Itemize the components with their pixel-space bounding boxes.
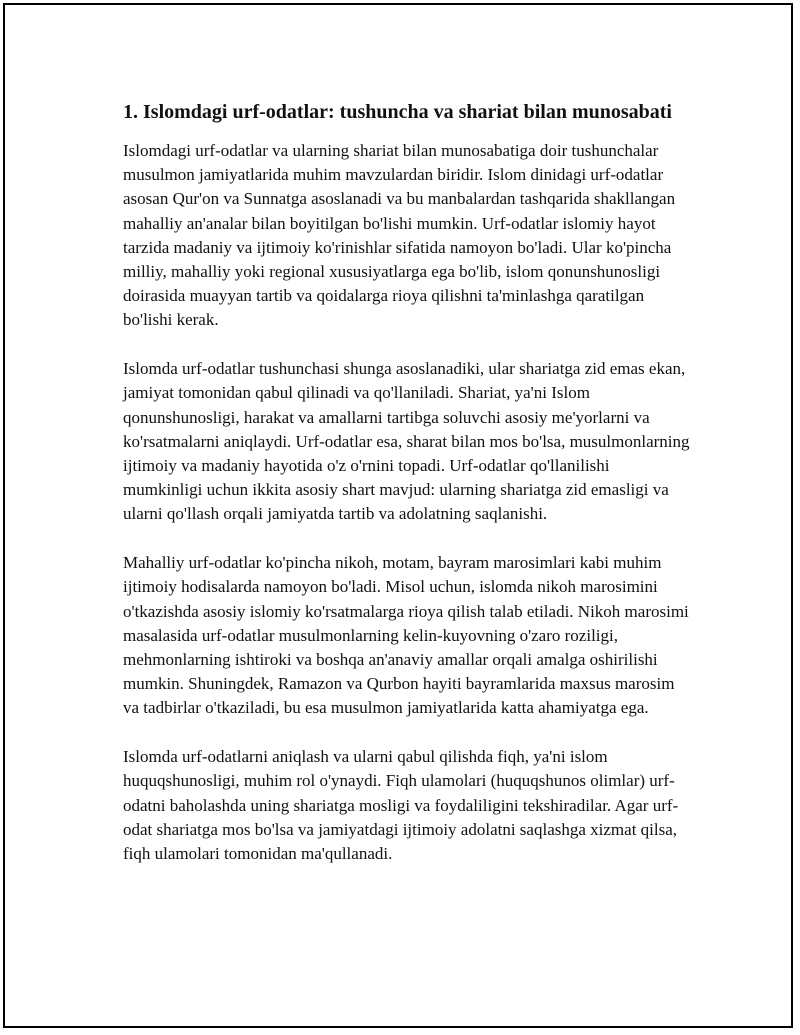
page-frame [3,3,793,1028]
document-body [123,97,693,891]
paragraph-2: Islomda urf-odatlar tushunchasi shunga asoslanadiki, ular shariatga zid emas ekan, jamiyat tomonidan qabul qilinadi va qo'llaniladi. Shariat, ya'ni Islom qonunshunosligi, harakat va amallarni tartibga soluvchi asosiy me'yorlarni va ko'rsatmalarni aniqlaydi. Urf-odatlar esa, sharat bilan mos bo'lsa, musulmonlarning ijtimoiy va madaniy hayotida o'z o'rnini topadi. Urf-odatlar qo'llanilishi mumkinligi uchun ikkita asosiy shart mavjud: ularning shariatga zid emasligi va ularni qo'llash orqali jamiyatda tartib va adolatning saqlanishi. [123,359,690,524]
paragraph-1: Islomdagi urf-odatlar va ularning shariat bilan munosabatiga doir tushunchalar musulmon jamiyatlarida muhim mavzulardan biridir. Islom dinidagi urf-odatlar asosan Qur'on va Sunnatga asoslanadi va bu manbalardan tashqarida shakllangan mahalliy an'analar bilan boyitilgan bo'lishi mumkin. Urf-odatlar islomiy hayot tarzida madaniy va ijtimoiy ko'rinishlar sifatida namoyon bo'ladi. Ular ko'pincha milliy, mahalliy yoki regional xususiyatlarga ega bo'lib, islom qonunshunosligi doirasida muayyan tartib va qoidalarga rioya qilishni ta'minlashga qaratilgan bo'lishi kerak. [123,141,676,330]
paragraph-3: Mahalliy urf-odatlar ko'pincha nikoh, motam, bayram marosimlari kabi muhim ijtimoiy hodisalarda namoyon bo'ladi. Misol uchun, islomda nikoh marosimini o'tkazishda asosiy islomiy ko'rsatmalarga rioya qilish talab etiladi. Nikoh marosimi masalasida urf-odatlar musulmonlarning kelin-kuyovning o'zaro roziligi, mehmonlarning ishtiroki va boshqa an'anaviy amallar orqali amalga oshirilishi mumkin. Shuningdek, Ramazon va Qurbon hayiti bayramlarida maxsus marosim va tadbirlar o'tkaziladi, bu esa musulmon jamiyatlarida katta ahamiyatga ega. [123,553,689,718]
section-heading: 1. Islomdagi urf-odatlar: tushuncha va shariat bilan munosabati [123,101,672,123]
paragraph-4: Islomda urf-odatlarni aniqlash va ularni qabul qilishda fiqh, ya'ni islom huquqshunosligi, muhim rol o'ynaydi. Fiqh ulamolari (huquqshunos olimlar) urf-odatni baholashda uning shariatga mosligi va foydaliligini tekshiradilar. Agar urf-odat shariatga mos bo'lsa va jamiyatdagi ijtimoiy adolatni saqlashga xizmat qilsa, fiqh ulamolari tomonidan ma'qullanadi. [123,747,679,864]
